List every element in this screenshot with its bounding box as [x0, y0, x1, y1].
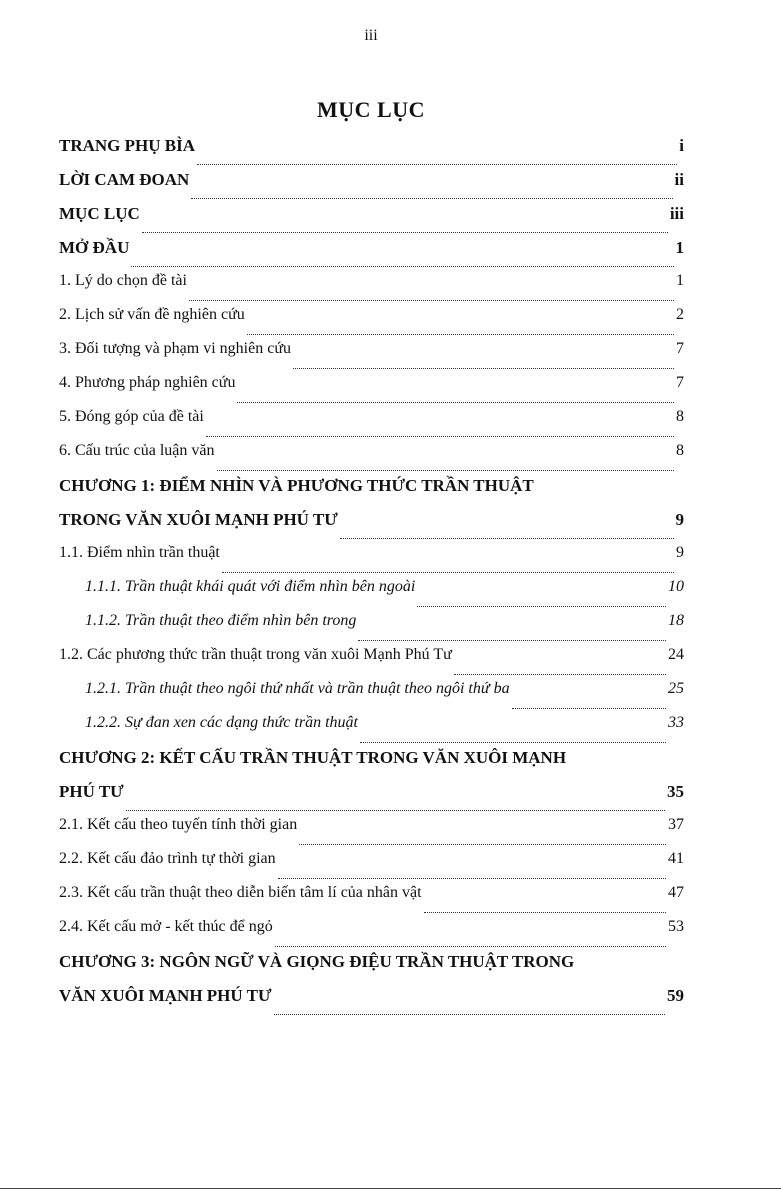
toc-entry-label: MỞ ĐẦU [59, 238, 130, 257]
dot-leader [131, 265, 673, 267]
toc-entry-label: 3. Đối tượng và phạm vi nghiên cứu [59, 340, 291, 357]
toc-entry-page: 7 [676, 340, 684, 357]
dot-leader [274, 1013, 666, 1015]
toc-subentry[interactable] [59, 612, 684, 646]
toc-entry-page: 33 [668, 714, 684, 731]
toc-subentry[interactable] [59, 680, 684, 714]
table-of-contents [59, 136, 684, 1020]
toc-subentry[interactable] [59, 714, 684, 748]
toc-entry-chapter-3[interactable] [59, 986, 684, 1020]
toc-entry-label: MỤC LỤC [59, 204, 140, 223]
dot-leader [454, 673, 666, 675]
page-number: iii [364, 27, 378, 44]
toc-entry-chapter-1[interactable] [59, 510, 684, 544]
dot-leader [358, 639, 666, 641]
toc-entry[interactable] [59, 646, 684, 680]
toc-entry-label: TRANG PHỤ BÌA [59, 136, 196, 155]
toc-entry-page: 9 [675, 510, 684, 529]
toc-entry[interactable] [59, 340, 684, 374]
dot-leader [217, 469, 675, 471]
toc-entry-label: 5. Đóng góp của đề tài [59, 408, 204, 425]
toc-entry-label: 4. Phương pháp nghiên cứu [59, 374, 236, 391]
toc-entry-label: 1.1.2. Trần thuật theo điểm nhìn bên trong [85, 612, 357, 629]
dot-leader [299, 843, 666, 845]
toc-entry[interactable] [59, 544, 684, 578]
dot-leader [424, 911, 666, 913]
toc-entry-chapter-2[interactable] [59, 782, 684, 816]
toc-entry-page: 25 [668, 680, 684, 697]
toc-entry-page: i [679, 136, 684, 155]
toc-entry-page: 35 [667, 782, 684, 801]
toc-entry[interactable] [59, 884, 684, 918]
toc-entry-page: 24 [668, 646, 684, 663]
toc-entry-label: 1.2. Các phương thức trần thuật trong văn xuôi Mạnh Phú Tư [59, 646, 452, 663]
toc-entry-page: 41 [668, 850, 684, 867]
toc-entry-label: 2.3. Kết cấu trần thuật theo diễn biến tâm lí của nhân vật [59, 884, 422, 901]
dot-leader [222, 571, 674, 573]
toc-entry-label: 1.2.1. Trần thuật theo ngôi thứ nhất và trần thuật theo ngôi thứ ba [85, 680, 510, 697]
toc-entry-page: ii [674, 170, 684, 189]
toc-entry[interactable] [59, 306, 684, 340]
toc-entry-label: 1.1. Điểm nhìn trần thuật [59, 544, 220, 561]
dot-leader [197, 163, 677, 165]
toc-entry[interactable] [59, 850, 684, 884]
toc-entry[interactable] [59, 272, 684, 306]
toc-entry-label: 1. Lý do chọn đề tài [59, 272, 187, 289]
toc-entry-page: 1 [676, 272, 684, 289]
toc-entry-page: 2 [676, 306, 684, 323]
toc-entry[interactable] [59, 442, 684, 476]
toc-entry-page: 8 [676, 442, 684, 459]
toc-entry-page: 9 [676, 544, 684, 561]
toc-entry-introduction[interactable] [59, 238, 684, 272]
toc-entry-label: 2.2. Kết cấu đảo trình tự thời gian [59, 850, 276, 867]
toc-entry-label: TRONG VĂN XUÔI MẠNH PHÚ TƯ [59, 510, 338, 529]
toc-entry[interactable] [59, 408, 684, 442]
toc-entry-declaration[interactable] [59, 170, 684, 204]
dot-leader [278, 877, 666, 879]
toc-entry-label: 2.1. Kết cấu theo tuyến tính thời gian [59, 816, 298, 833]
toc-entry-page: 59 [667, 986, 684, 1005]
dot-leader [206, 435, 674, 437]
toc-entry-page: 7 [676, 374, 684, 391]
dot-leader [360, 741, 666, 743]
dot-leader [293, 367, 674, 369]
toc-entry-page: 53 [668, 918, 684, 935]
toc-entry[interactable] [59, 918, 684, 952]
toc-entry-label: PHÚ TƯ [59, 782, 124, 801]
dot-leader [512, 707, 666, 709]
dot-leader [191, 197, 672, 199]
toc-entry-cover[interactable] [59, 136, 684, 170]
toc-entry-label: 1.1.1. Trần thuật khái quát với điểm nhìn bên ngoài [85, 578, 416, 595]
dot-leader [417, 605, 666, 607]
toc-chapter-heading[interactable]: CHƯƠNG 1: ĐIỂM NHÌN VÀ PHƯƠNG THỨC TRẦN THUẬT [59, 476, 534, 495]
dot-leader [247, 333, 674, 335]
page-title: MỤC LỤC [317, 97, 425, 122]
toc-entry-page: iii [669, 204, 684, 223]
dot-leader [237, 401, 674, 403]
toc-entry-page: 47 [668, 884, 684, 901]
dot-leader [189, 299, 674, 301]
toc-entry-page: 8 [676, 408, 684, 425]
toc-entry-label: 2.4. Kết cấu mở - kết thúc để ngỏ [59, 918, 273, 935]
toc-entry-label: 6. Cấu trúc của luận văn [59, 442, 215, 459]
toc-entry-label: 2. Lịch sử vấn đề nghiên cứu [59, 306, 245, 323]
toc-entry-page: 18 [668, 612, 684, 629]
page-bottom-edge [0, 1188, 781, 1204]
dot-leader [126, 809, 665, 811]
toc-entry-label: VĂN XUÔI MẠNH PHÚ TƯ [59, 986, 272, 1005]
toc-entry-contents[interactable] [59, 204, 684, 238]
toc-chapter-heading[interactable]: CHƯƠNG 2: KẾT CẤU TRẦN THUẬT TRONG VĂN XUÔI MẠNH [59, 748, 567, 767]
toc-entry-page: 37 [668, 816, 684, 833]
toc-subentry[interactable] [59, 578, 684, 612]
toc-entry-label: 1.2.2. Sự đan xen các dạng thức trần thuật [85, 714, 358, 731]
toc-entry-label: LỜI CAM ĐOAN [59, 170, 190, 189]
dot-leader [275, 945, 666, 947]
toc-entry[interactable] [59, 374, 684, 408]
toc-chapter-heading[interactable]: CHƯƠNG 3: NGÔN NGỮ VÀ GIỌNG ĐIỆU TRẦN THUẬT TRONG [59, 952, 575, 971]
toc-entry[interactable] [59, 816, 684, 850]
toc-entry-page: 1 [675, 238, 684, 257]
dot-leader [340, 537, 674, 539]
toc-entry-page: 10 [668, 578, 684, 595]
dot-leader [142, 231, 668, 233]
